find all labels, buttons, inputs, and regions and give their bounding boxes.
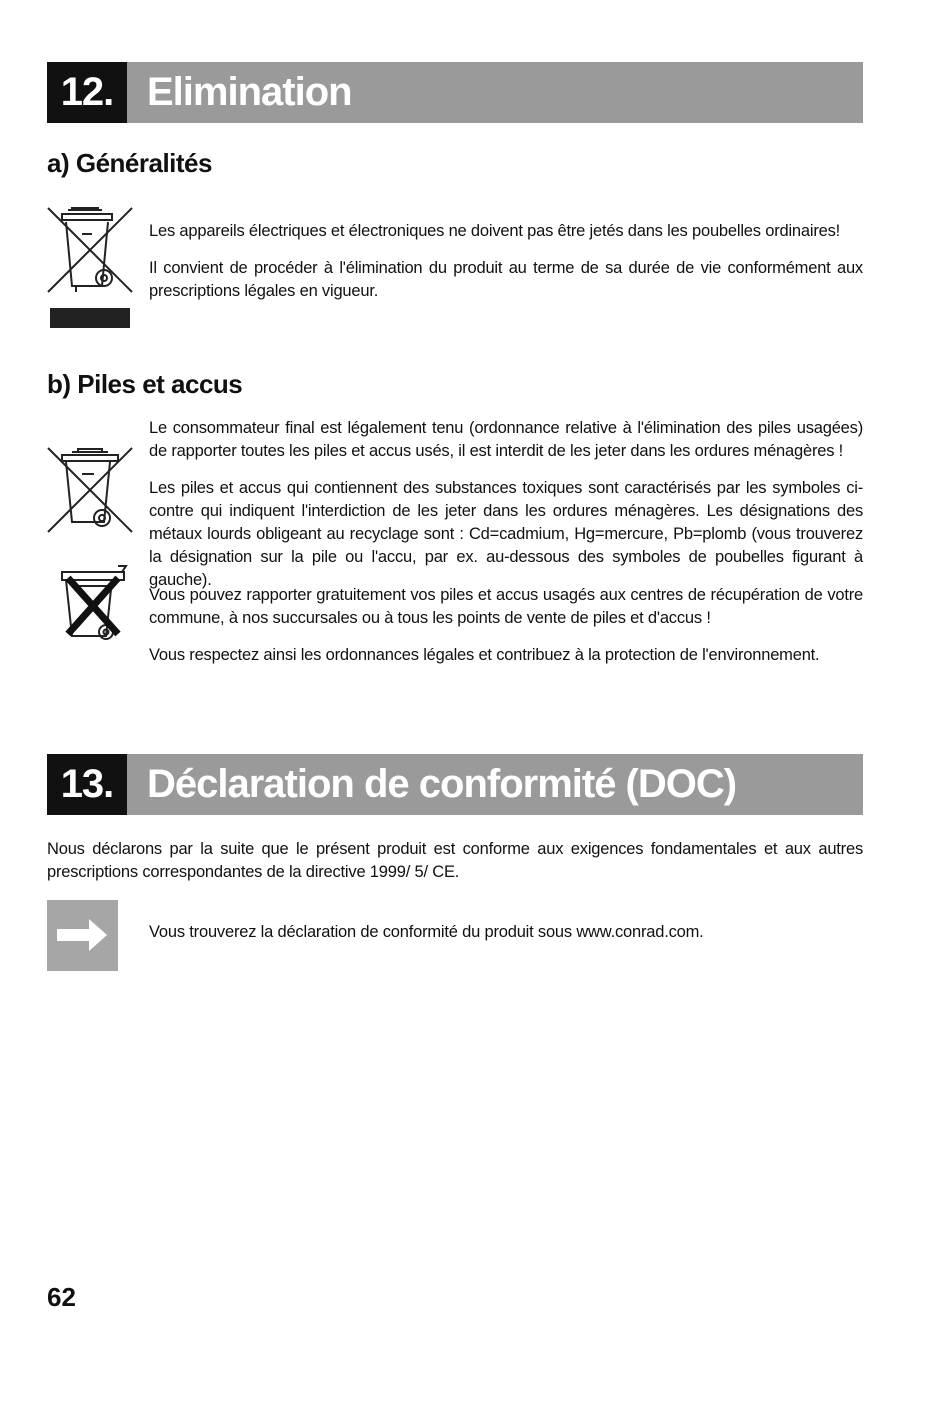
section-title: Elimination <box>147 70 352 114</box>
section-title: Déclaration de conformité (DOC) <box>147 762 737 806</box>
section-number: 13. <box>47 754 127 815</box>
paragraph: Les piles et accus qui contiennent des substances toxiques sont caractérisés par les symboles ci-contre qui indiquent l'interdiction de les jeter dans les ordures ménagères. Les désignations des métaux lourds obligeant au recyclage sont : Cd=cadmium, Hg=mercure, Pb=plomb (vous trouverez la désignation sur la pile ou l'accu, par ex. au-dessous des symboles de poubelles figurant à gauche). <box>149 479 863 589</box>
page-number: 62 <box>47 1282 76 1312</box>
section-12-header <box>47 62 863 123</box>
paragraph: Vous trouverez la déclaration de conformité du produit sous www.conrad.com. <box>149 923 704 941</box>
paragraph: Nous déclarons par la suite que le présent produit est conforme aux exigences fondamentales et aux autres prescriptions correspondantes de la directive 1999/ 5/ CE. <box>47 840 863 881</box>
section-13-header <box>47 754 863 815</box>
paragraph: Le consommateur final est légalement tenu (ordonnance relative à l'élimination des piles usagées) de rapporter toutes les piles et accus usés, il est interdit de les jeter dans les ordures ménagères ! <box>149 419 863 460</box>
right-arrow-icon <box>47 900 118 971</box>
paragraph: Il convient de procéder à l'élimination du produit au terme de sa durée de vie conformément aux prescriptions légales en vigueur. <box>149 259 863 300</box>
subsection-heading-piles: b) Piles et accus <box>47 369 243 399</box>
crossed-out-wheelie-bin-icon <box>46 206 134 329</box>
subsection-heading-generalites: a) Généralités <box>47 148 212 178</box>
paragraph: Vous respectez ainsi les ordonnances légales et contribuez à la protection de l'environnement. <box>149 646 820 664</box>
section-number: 12. <box>47 62 127 123</box>
bold-crossed-bin-icon <box>58 560 130 642</box>
paragraph: Vous pouvez rapporter gratuitement vos piles et accus usagés aux centres de récupération de votre commune, à nos succursales ou à tous les points de vente de piles et d'accus ! <box>149 586 863 627</box>
crossed-out-bin-icon <box>46 446 134 534</box>
paragraph: Les appareils électriques et électroniques ne doivent pas être jetés dans les poubelles ordinaires! <box>149 222 841 240</box>
